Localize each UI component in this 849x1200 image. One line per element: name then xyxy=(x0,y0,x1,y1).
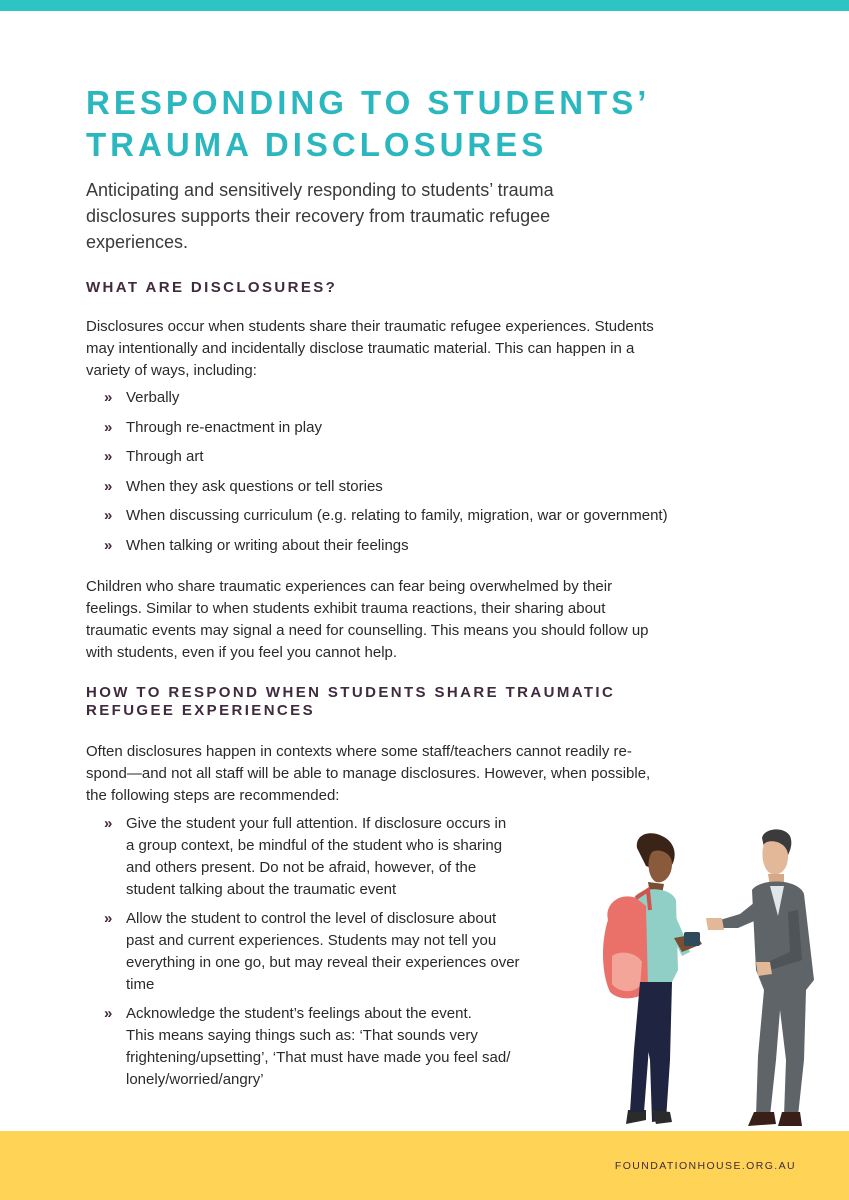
bullet-marker-icon: » xyxy=(104,389,113,406)
bullet-marker-icon: » xyxy=(104,477,113,495)
intro-line: experiences. xyxy=(86,232,189,252)
student-teacher-illustration xyxy=(590,820,840,1138)
bullet-marker-icon: » xyxy=(104,448,113,465)
list-item-text xyxy=(126,1003,520,1091)
list-item-line: and others present. Do not be afraid, however, of the xyxy=(126,859,477,876)
section1-closing-paragraph xyxy=(86,576,786,664)
page-title xyxy=(86,82,786,166)
list-item xyxy=(104,476,668,506)
bullet-marker-icon: » xyxy=(104,1005,113,1022)
list-item xyxy=(104,908,520,996)
list-item-line: time xyxy=(126,976,155,993)
page-title-line: RESPONDING TO STUDENTS’ xyxy=(86,84,651,121)
paragraph-line: Disclosures occur when students share their traumatic refugee experiences. Students xyxy=(86,318,654,335)
list-item-text: When discussing curriculum (e.g. relating to family, migration, war or government) xyxy=(126,507,668,524)
teacher-figure xyxy=(706,829,814,1126)
paragraph-line: may intentionally and incidentally disclose traumatic material. This can happen in a xyxy=(86,340,635,357)
list-item xyxy=(104,1003,520,1091)
heading-line: REFUGEE EXPERIENCES xyxy=(86,702,315,719)
intro-paragraph xyxy=(86,177,726,255)
paragraph-line: the following steps are recommended: xyxy=(86,787,340,804)
section1-paragraph xyxy=(86,316,786,382)
bullet-marker-icon: » xyxy=(104,507,113,524)
list-item-line: frightening/upsetting’, ‘That must have made you feel sad/ xyxy=(126,1049,511,1066)
bullet-marker-icon: » xyxy=(104,418,113,436)
student-figure xyxy=(603,833,702,1124)
section-heading-how-to-respond xyxy=(86,684,615,720)
paragraph-line: feelings. Similar to when students exhibit trauma reactions, their sharing about xyxy=(86,600,606,617)
list-item xyxy=(104,387,668,417)
section2-paragraph xyxy=(86,741,786,807)
list-item-text: Verbally xyxy=(126,389,180,406)
page-title-line: TRAUMA DISCLOSURES xyxy=(86,126,548,163)
list-item-text: Through re-enactment in play xyxy=(126,418,322,436)
list-item-line: Give the student your full attention. If disclosure occurs in xyxy=(126,815,507,832)
footer-bar xyxy=(0,1131,849,1200)
list-item xyxy=(104,417,668,447)
list-item-line: past and current experiences. Students may not tell you xyxy=(126,932,497,949)
recommended-steps-list xyxy=(104,813,520,1098)
top-accent-bar xyxy=(0,0,849,11)
list-item-text: When they ask questions or tell stories xyxy=(126,477,383,495)
paragraph-line: traumatic events may signal a need for counselling. This means you should follow up xyxy=(86,622,649,639)
bullet-marker-icon: » xyxy=(104,536,113,554)
list-item xyxy=(104,505,668,535)
footer-website-link[interactable]: FOUNDATIONHOUSE.ORG.AU xyxy=(614,1160,796,1172)
paragraph-line: Often disclosures happen in contexts where some staff/teachers cannot readily re- xyxy=(86,743,632,760)
paragraph-line: with students, even if you feel you cannot help. xyxy=(86,644,398,661)
list-item-line: a group context, be mindful of the student who is sharing xyxy=(126,837,503,854)
list-item xyxy=(104,813,520,901)
intro-line: Anticipating and sensitively responding to students’ trauma xyxy=(86,180,554,200)
list-item-line: student talking about the traumatic event xyxy=(126,881,397,898)
list-item xyxy=(104,446,668,476)
paragraph-line: spond—and not all staff will be able to manage disclosures. However, when possible, xyxy=(86,765,651,782)
bullet-marker-icon: » xyxy=(104,815,113,832)
paragraph-line: variety of ways, including: xyxy=(86,362,257,379)
list-item-line: everything in one go, but may reveal their experiences over xyxy=(126,954,520,971)
list-item-text: When talking or writing about their feelings xyxy=(126,536,409,554)
list-item-line: This means saying things such as: ‘That sounds very xyxy=(126,1027,478,1044)
list-item-line: Acknowledge the student’s feelings about the event. xyxy=(126,1005,472,1022)
list-item xyxy=(104,535,668,565)
list-item-line: lonely/worried/angry’ xyxy=(126,1071,264,1088)
list-item-line: Allow the student to control the level of disclosure about xyxy=(126,910,497,927)
paragraph-line: Children who share traumatic experiences can fear being overwhelmed by their xyxy=(86,578,613,595)
list-item-text xyxy=(126,908,520,996)
disclosure-ways-list xyxy=(104,387,668,564)
intro-line: disclosures supports their recovery from traumatic refugee xyxy=(86,206,551,226)
heading-line: HOW TO RESPOND WHEN STUDENTS SHARE TRAUMATIC xyxy=(86,684,616,701)
section-heading-what-are-disclosures: WHAT ARE DISCLOSURES? xyxy=(86,279,338,296)
bullet-marker-icon: » xyxy=(104,910,113,927)
list-item-text: Through art xyxy=(126,448,204,465)
list-item-text xyxy=(126,813,520,901)
